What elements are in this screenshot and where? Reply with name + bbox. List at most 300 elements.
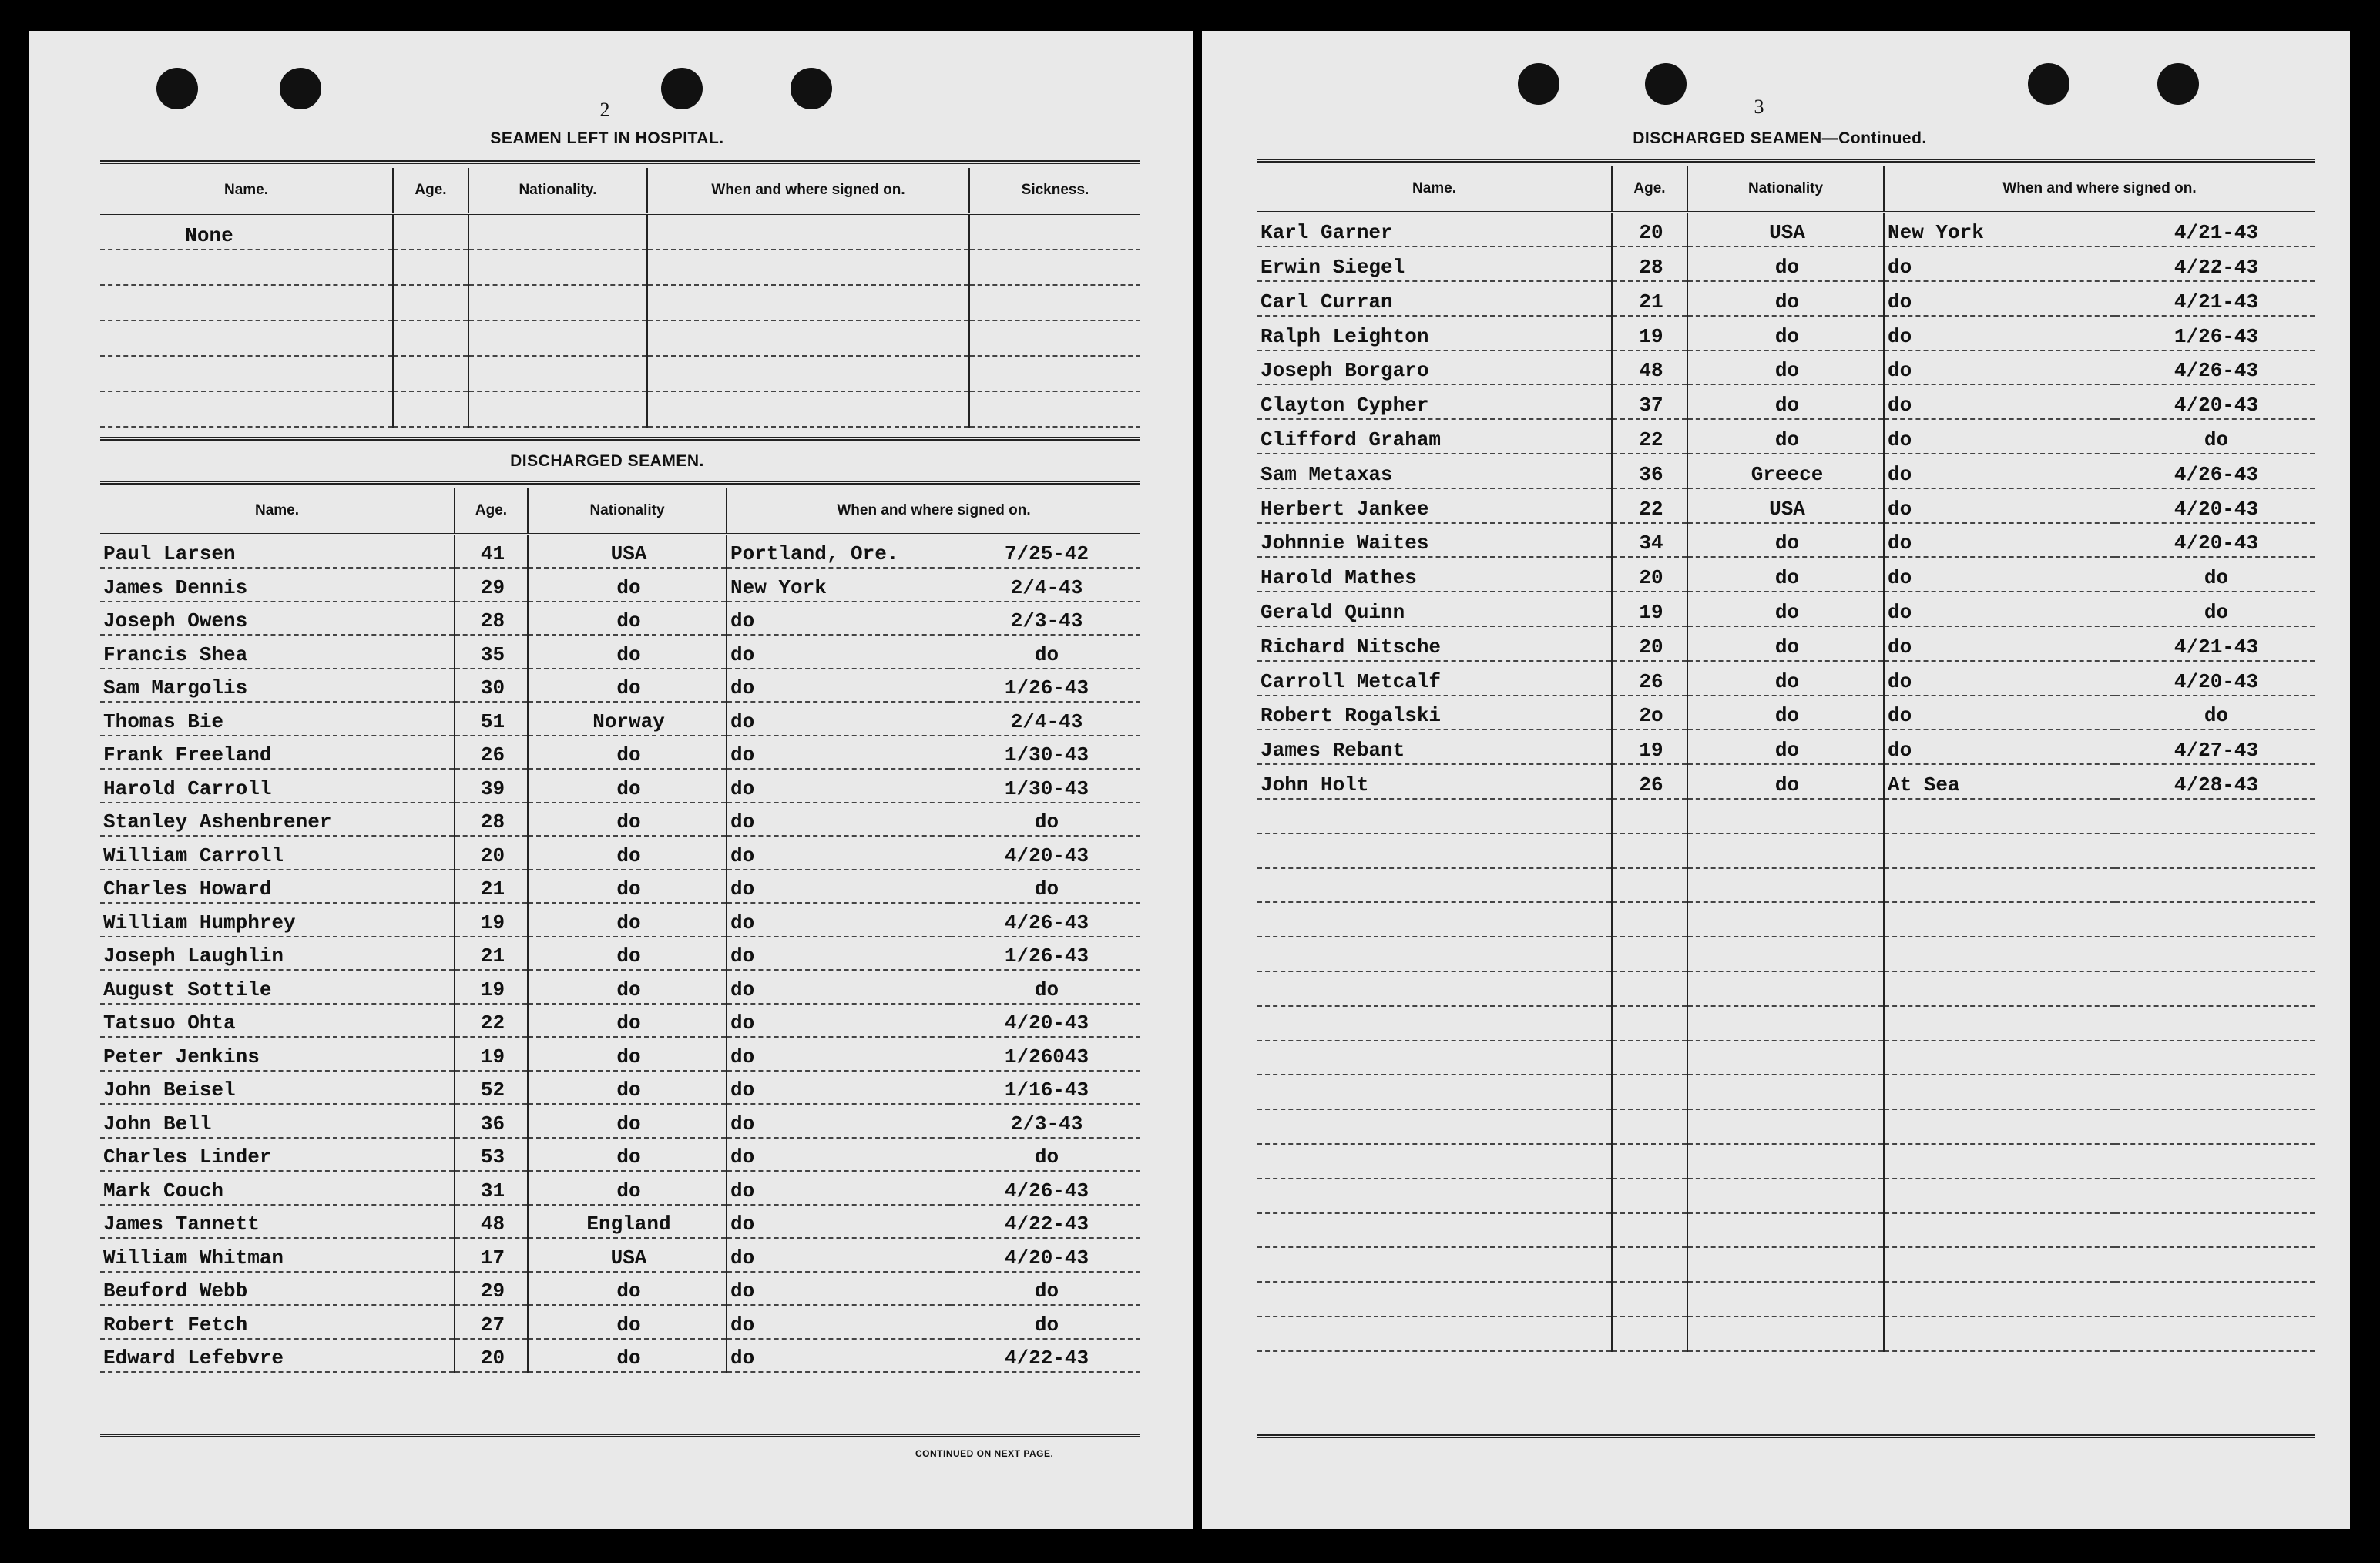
seaman-age: 28	[455, 602, 528, 636]
seaman-age: 2o	[1612, 696, 1687, 730]
sickness	[969, 214, 1140, 250]
signed-on-date: 1/30-43	[950, 769, 1140, 803]
seaman-name: James Rebant	[1257, 730, 1612, 764]
seaman-age	[1612, 1316, 1687, 1351]
column-header: When and where signed on.	[1884, 166, 2315, 213]
signed-on-place: do	[727, 937, 950, 971]
table-row	[100, 250, 1140, 285]
column-header: Age.	[455, 488, 528, 535]
signed-on	[647, 391, 969, 427]
seaman-name: Clifford Graham	[1257, 419, 1612, 454]
discharged-table-right	[1257, 166, 2315, 1352]
seaman-age: 48	[1612, 351, 1687, 385]
seaman-name	[1257, 1075, 1612, 1109]
signed-on	[647, 250, 969, 285]
seaman-nationality: do	[1687, 384, 1884, 419]
seaman-age	[1612, 1144, 1687, 1179]
signed-on-date	[2115, 1282, 2315, 1316]
signed-on-date	[2115, 833, 2315, 868]
seaman-age	[393, 391, 468, 427]
signed-on-date: 4/21-43	[2115, 281, 2315, 316]
signed-on-place: do	[1884, 557, 2115, 592]
seaman-age: 35	[455, 635, 528, 669]
table-row	[1257, 937, 2315, 971]
seaman-nationality	[1687, 1282, 1884, 1316]
signed-on-date: 4/22-43	[950, 1339, 1140, 1373]
seaman-nationality: do	[528, 1037, 727, 1071]
seaman-name	[1257, 1179, 1612, 1213]
signed-on-place: do	[727, 635, 950, 669]
seaman-age: 36	[1612, 454, 1687, 488]
table-row	[1257, 1247, 2315, 1282]
seaman-nationality: do	[1687, 351, 1884, 385]
signed-on-place: do	[1884, 661, 2115, 696]
table-row	[100, 356, 1140, 391]
signed-on-place	[1884, 1213, 2115, 1248]
seaman-name	[1257, 833, 1612, 868]
seaman-nationality	[468, 214, 647, 250]
seaman-age: 28	[455, 803, 528, 837]
signed-on-place	[1884, 1109, 2115, 1144]
signed-on-date	[2115, 1316, 2315, 1351]
signed-on-place: do	[727, 602, 950, 636]
signed-on-date: do	[950, 635, 1140, 669]
signed-on-date	[2115, 799, 2315, 833]
signed-on-place: do	[1884, 247, 2115, 281]
seaman-name: Edward Lefebvre	[100, 1339, 455, 1373]
table-row	[1257, 799, 2315, 833]
seaman-name	[1257, 1213, 1612, 1248]
binder-hole	[791, 68, 832, 109]
seaman-age: 19	[1612, 730, 1687, 764]
binder-hole	[2028, 63, 2069, 105]
seaman-name	[1257, 799, 1612, 833]
seaman-nationality: do	[528, 1339, 727, 1373]
seaman-age: 21	[455, 870, 528, 904]
table-row	[1257, 1282, 2315, 1316]
table-row	[100, 836, 1140, 870]
left-page	[29, 31, 1193, 1529]
signed-on-date	[2115, 1247, 2315, 1282]
signed-on-place: New York	[727, 568, 950, 602]
seaman-age	[1612, 1282, 1687, 1316]
seaman-name: Harold Carroll	[100, 769, 455, 803]
seaman-name: William Carroll	[100, 836, 455, 870]
table-row	[100, 1272, 1140, 1306]
column-header: Age.	[1612, 166, 1687, 213]
signed-on-date: 4/20-43	[2115, 488, 2315, 523]
signed-on-place	[1884, 1144, 2115, 1179]
signed-on-date: 1/26-43	[950, 669, 1140, 703]
table-row	[1257, 626, 2315, 661]
sickness	[969, 320, 1140, 356]
seaman-name	[1257, 1247, 1612, 1282]
signed-on-place: do	[727, 769, 950, 803]
seaman-name: Mark Couch	[100, 1171, 455, 1205]
table-row	[100, 1339, 1140, 1373]
seaman-name: Johnnie Waites	[1257, 523, 1612, 558]
signed-on-place	[1884, 1041, 2115, 1075]
seaman-age: 20	[1612, 557, 1687, 592]
signed-on-date: do	[2115, 557, 2315, 592]
seaman-name: Peter Jenkins	[100, 1037, 455, 1071]
seaman-age: 28	[1612, 247, 1687, 281]
seaman-nationality	[1687, 971, 1884, 1006]
seaman-nationality: do	[1687, 557, 1884, 592]
seaman-age	[1612, 971, 1687, 1006]
signed-on-date: do	[2115, 592, 2315, 626]
signed-on-place	[1884, 833, 2115, 868]
seaman-nationality	[468, 391, 647, 427]
table-row	[100, 1071, 1140, 1105]
discharged-section-title: DISCHARGED SEAMEN.	[510, 452, 704, 470]
signed-on-place: do	[727, 1037, 950, 1071]
seaman-nationality	[1687, 799, 1884, 833]
signed-on-place	[1884, 868, 2115, 903]
seaman-name: Joseph Laughlin	[100, 937, 455, 971]
table-row	[100, 803, 1140, 837]
seaman-nationality	[1687, 833, 1884, 868]
signed-on-place: do	[727, 736, 950, 770]
signed-on-date	[2115, 1109, 2315, 1144]
table-row	[100, 320, 1140, 356]
seaman-name	[100, 391, 393, 427]
seaman-name: Charles Linder	[100, 1138, 455, 1172]
table-row	[1257, 1075, 2315, 1109]
seaman-name: Robert Rogalski	[1257, 696, 1612, 730]
signed-on-place: do	[1884, 730, 2115, 764]
seaman-nationality: USA	[1687, 488, 1884, 523]
rule-line	[100, 1434, 1140, 1437]
table-row	[100, 669, 1140, 703]
seaman-age	[1612, 868, 1687, 903]
seaman-age: 48	[455, 1205, 528, 1239]
seaman-name	[1257, 1316, 1612, 1351]
seaman-nationality: do	[528, 568, 727, 602]
seaman-name: Gerald Quinn	[1257, 592, 1612, 626]
signed-on-place: do	[727, 870, 950, 904]
signed-on	[647, 285, 969, 320]
discharged-table-left	[100, 488, 1140, 1373]
seaman-name	[100, 285, 393, 320]
table-row	[1257, 661, 2315, 696]
seaman-age: 29	[455, 568, 528, 602]
seaman-nationality: do	[528, 836, 727, 870]
signed-on-date: 4/27-43	[2115, 730, 2315, 764]
seaman-name: Erwin Siegel	[1257, 247, 1612, 281]
seaman-age: 19	[455, 970, 528, 1004]
table-row	[1257, 557, 2315, 592]
seaman-name: Beuford Webb	[100, 1272, 455, 1306]
seaman-name: William Whitman	[100, 1238, 455, 1272]
signed-on-place: do	[727, 1272, 950, 1306]
signed-on-place: do	[1884, 419, 2115, 454]
seaman-nationality: USA	[1687, 213, 1884, 247]
seaman-nationality	[1687, 902, 1884, 937]
signed-on-place	[1884, 799, 2115, 833]
table-row	[1257, 833, 2315, 868]
rule-line	[100, 160, 1140, 164]
hospital-table	[100, 168, 1140, 428]
rule-line	[100, 481, 1140, 485]
table-row	[100, 1138, 1140, 1172]
column-header: When and where signed on.	[727, 488, 1140, 535]
seaman-age: 37	[1612, 384, 1687, 419]
signed-on-date: do	[950, 803, 1140, 837]
seaman-name: William Humphrey	[100, 903, 455, 937]
signed-on-place: do	[727, 836, 950, 870]
seaman-nationality: do	[528, 870, 727, 904]
signed-on-date: do	[950, 1138, 1140, 1172]
signed-on-date: 2/3-43	[950, 602, 1140, 636]
signed-on-place: do	[1884, 523, 2115, 558]
signed-on-date: 2/4-43	[950, 702, 1140, 736]
seaman-nationality: do	[1687, 730, 1884, 764]
seaman-name	[100, 320, 393, 356]
seaman-name: Carl Curran	[1257, 281, 1612, 316]
table-row	[100, 285, 1140, 320]
table-row	[1257, 902, 2315, 937]
seaman-name: Stanley Ashenbrener	[100, 803, 455, 837]
signed-on-place: do	[1884, 454, 2115, 488]
table-row	[100, 1037, 1140, 1071]
signed-on-date: 1/26043	[950, 1037, 1140, 1071]
seaman-nationality: do	[528, 1104, 727, 1138]
seaman-nationality: Greece	[1687, 454, 1884, 488]
sickness	[969, 391, 1140, 427]
signed-on-place: do	[1884, 488, 2115, 523]
seaman-name: Tatsuo Ohta	[100, 1004, 455, 1038]
table-row	[1257, 868, 2315, 903]
seaman-age: 19	[1612, 316, 1687, 351]
column-header: Name.	[100, 168, 393, 214]
seaman-nationality: do	[528, 903, 727, 937]
signed-on-date	[2115, 1144, 2315, 1179]
seaman-name	[1257, 1041, 1612, 1075]
seaman-nationality: USA	[528, 535, 727, 569]
signed-on-date: 2/4-43	[950, 568, 1140, 602]
signed-on-date	[2115, 1213, 2315, 1248]
seaman-age: 39	[455, 769, 528, 803]
signed-on	[647, 356, 969, 391]
seaman-nationality: do	[1687, 626, 1884, 661]
seaman-age: 20	[455, 1339, 528, 1373]
signed-on-place: do	[727, 1004, 950, 1038]
signed-on-date: 4/26-43	[950, 1171, 1140, 1205]
seaman-nationality: do	[1687, 592, 1884, 626]
table-row	[1257, 351, 2315, 385]
table-row	[100, 1004, 1140, 1038]
signed-on-place: do	[1884, 281, 2115, 316]
signed-on-date: 4/20-43	[2115, 661, 2315, 696]
signed-on-place	[1884, 1316, 2115, 1351]
seaman-name: James Tannett	[100, 1205, 455, 1239]
signed-on-place: New York	[1884, 213, 2115, 247]
seaman-nationality: England	[528, 1205, 727, 1239]
signed-on-date: 4/22-43	[950, 1205, 1140, 1239]
seaman-nationality: do	[528, 1272, 727, 1306]
seaman-age: 27	[455, 1305, 528, 1339]
signed-on-place: do	[727, 1339, 950, 1373]
seaman-nationality: do	[1687, 247, 1884, 281]
table-row	[100, 568, 1140, 602]
seaman-name	[1257, 902, 1612, 937]
seaman-nationality: do	[528, 937, 727, 971]
signed-on-place: do	[1884, 626, 2115, 661]
continued-note: CONTINUED ON NEXT PAGE.	[915, 1448, 1054, 1459]
signed-on-date	[2115, 902, 2315, 937]
signed-on-place: do	[727, 1171, 950, 1205]
seaman-nationality: USA	[528, 1238, 727, 1272]
column-header: Sickness.	[969, 168, 1140, 214]
signed-on-place: Portland, Ore.	[727, 535, 950, 569]
table-row	[100, 1205, 1140, 1239]
seaman-nationality: do	[528, 602, 727, 636]
seaman-name: Carroll Metcalf	[1257, 661, 1612, 696]
column-header: Age.	[393, 168, 468, 214]
page-number: 2	[599, 99, 610, 121]
column-header: Nationality.	[468, 168, 647, 214]
signed-on-date: do	[2115, 696, 2315, 730]
signed-on-place: do	[727, 1305, 950, 1339]
seaman-age: 30	[455, 669, 528, 703]
seaman-nationality	[468, 356, 647, 391]
seaman-age	[393, 356, 468, 391]
seaman-nationality	[1687, 1179, 1884, 1213]
table-row	[100, 1171, 1140, 1205]
table-row	[100, 1305, 1140, 1339]
seaman-age	[393, 285, 468, 320]
table-row	[1257, 730, 2315, 764]
seaman-nationality	[468, 320, 647, 356]
binder-hole	[661, 68, 703, 109]
seaman-nationality	[468, 250, 647, 285]
seaman-nationality: do	[528, 1004, 727, 1038]
signed-on-date: do	[950, 870, 1140, 904]
seaman-name	[1257, 971, 1612, 1006]
seaman-name: Francis Shea	[100, 635, 455, 669]
table-row	[1257, 247, 2315, 281]
seaman-nationality: do	[1687, 523, 1884, 558]
seaman-name: John Bell	[100, 1104, 455, 1138]
seaman-age: 19	[1612, 592, 1687, 626]
table-row	[1257, 213, 2315, 247]
signed-on-date: 7/25-42	[950, 535, 1140, 569]
signed-on-date: 1/26-43	[950, 937, 1140, 971]
seaman-age: 34	[1612, 523, 1687, 558]
signed-on-place: do	[1884, 351, 2115, 385]
signed-on-place: do	[727, 1071, 950, 1105]
signed-on-place: do	[1884, 696, 2115, 730]
seaman-nationality: do	[528, 1171, 727, 1205]
seaman-nationality: do	[1687, 764, 1884, 799]
seaman-age	[1612, 1041, 1687, 1075]
seaman-nationality	[468, 285, 647, 320]
table-row	[100, 1104, 1140, 1138]
column-header: Name.	[1257, 166, 1612, 213]
discharged-continued-title: DISCHARGED SEAMEN—Continued.	[1633, 129, 1927, 147]
seaman-nationality: do	[528, 1071, 727, 1105]
table-row	[1257, 971, 2315, 1006]
seaman-age: 22	[1612, 419, 1687, 454]
seaman-name: Sam Margolis	[100, 669, 455, 703]
seaman-name: Robert Fetch	[100, 1305, 455, 1339]
signed-on-date: do	[950, 970, 1140, 1004]
table-row	[1257, 488, 2315, 523]
signed-on-place: do	[727, 1104, 950, 1138]
seaman-nationality: do	[528, 736, 727, 770]
seaman-nationality: do	[528, 669, 727, 703]
seaman-nationality: do	[1687, 419, 1884, 454]
page-number: 3	[1754, 96, 1764, 118]
seaman-name: August Sottile	[100, 970, 455, 1004]
seaman-age	[1612, 1247, 1687, 1282]
seaman-nationality	[1687, 1247, 1884, 1282]
signed-on-place: do	[727, 1205, 950, 1239]
signed-on-date: 1/26-43	[2115, 316, 2315, 351]
signed-on-place: do	[727, 669, 950, 703]
signed-on-date: 4/28-43	[2115, 764, 2315, 799]
seaman-age	[1612, 833, 1687, 868]
seaman-nationality: do	[528, 803, 727, 837]
table-row	[1257, 592, 2315, 626]
table-row	[100, 602, 1140, 636]
binder-hole	[156, 68, 198, 109]
hospital-section-title: SEAMEN LEFT IN HOSPITAL.	[490, 129, 724, 147]
seaman-age	[1612, 1179, 1687, 1213]
signed-on-date: 1/30-43	[950, 736, 1140, 770]
seaman-age: 36	[455, 1104, 528, 1138]
table-row	[1257, 419, 2315, 454]
signed-on-date: 4/20-43	[2115, 523, 2315, 558]
seaman-nationality	[1687, 1006, 1884, 1041]
seaman-age: 17	[455, 1238, 528, 1272]
signed-on-date	[2115, 937, 2315, 971]
seaman-name: John Beisel	[100, 1071, 455, 1105]
signed-on-place	[1884, 1075, 2115, 1109]
signed-on-date: 4/20-43	[950, 836, 1140, 870]
signed-on-place	[1884, 902, 2115, 937]
seaman-nationality: Norway	[528, 702, 727, 736]
seaman-name	[1257, 937, 1612, 971]
signed-on-date: 1/16-43	[950, 1071, 1140, 1105]
seaman-age	[1612, 937, 1687, 971]
signed-on-place	[1884, 971, 2115, 1006]
table-row	[1257, 1144, 2315, 1179]
seaman-age: 21	[1612, 281, 1687, 316]
seaman-nationality: do	[1687, 316, 1884, 351]
seaman-name	[1257, 1144, 1612, 1179]
seaman-age: 29	[455, 1272, 528, 1306]
signed-on-date: 2/3-43	[950, 1104, 1140, 1138]
seaman-name: Herbert Jankee	[1257, 488, 1612, 523]
table-row	[100, 736, 1140, 770]
table-row	[100, 391, 1140, 427]
seaman-name: Ralph Leighton	[1257, 316, 1612, 351]
rule-line	[100, 437, 1140, 441]
signed-on	[647, 214, 969, 250]
seaman-name: Joseph Owens	[100, 602, 455, 636]
seaman-name: Paul Larsen	[100, 535, 455, 569]
table-row	[100, 903, 1140, 937]
seaman-name: Charles Howard	[100, 870, 455, 904]
table-row	[100, 769, 1140, 803]
seaman-name: Joseph Borgaro	[1257, 351, 1612, 385]
seaman-age: 51	[455, 702, 528, 736]
signed-on-date: 4/26-43	[950, 903, 1140, 937]
signed-on-place	[1884, 1247, 2115, 1282]
seaman-age: 22	[1612, 488, 1687, 523]
